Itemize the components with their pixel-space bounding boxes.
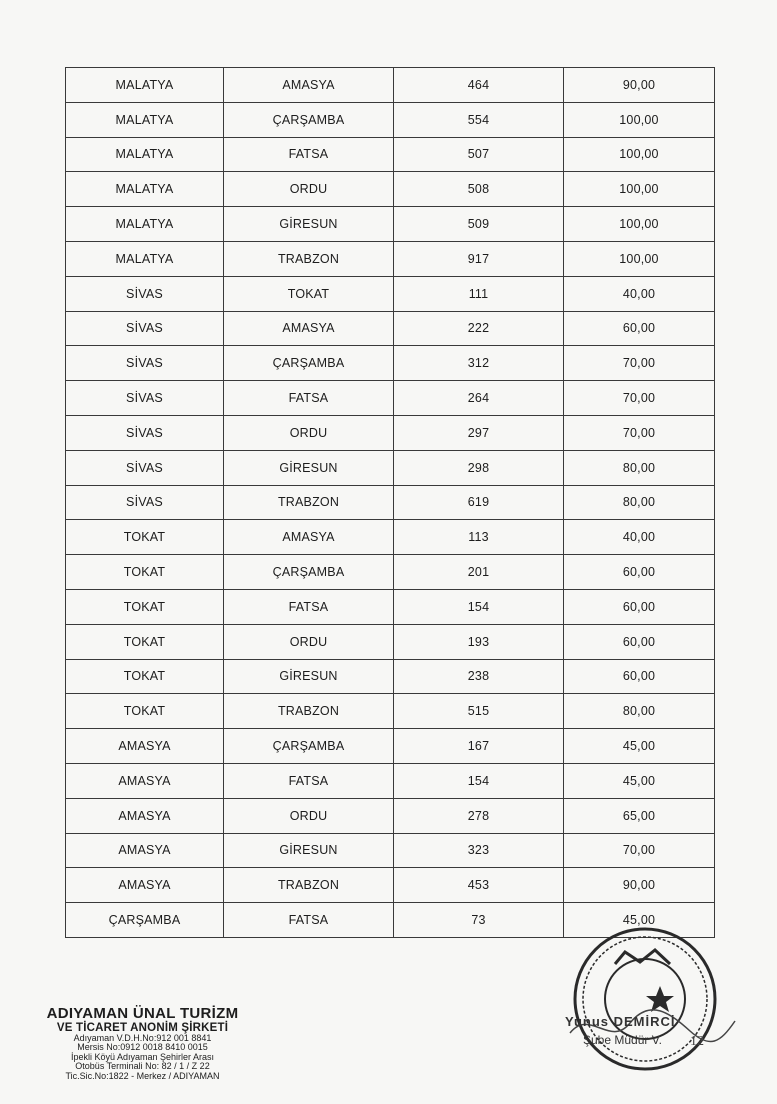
table-row (66, 729, 715, 764)
table-row (66, 276, 715, 311)
table-row (66, 207, 715, 242)
destination-cell: FATSA (224, 137, 394, 172)
table-row (66, 311, 715, 346)
distance-cell: 278 (394, 798, 564, 833)
origin-cell: SİVAS (66, 276, 224, 311)
destination-cell: TRABZON (224, 485, 394, 520)
distance-cell: 222 (394, 311, 564, 346)
price-cell: 60,00 (564, 624, 715, 659)
origin-cell: MALATYA (66, 68, 224, 103)
price-cell: 100,00 (564, 137, 715, 172)
table-row (66, 833, 715, 868)
table-row (66, 415, 715, 450)
company-tax-line: Adıyaman V.D.H.No:912 001 8841 (73, 1032, 212, 1043)
origin-cell: SİVAS (66, 485, 224, 520)
origin-cell: TOKAT (66, 659, 224, 694)
distance-cell: 297 (394, 415, 564, 450)
distance-cell: 507 (394, 137, 564, 172)
distance-cell: 264 (394, 381, 564, 416)
company-address-line: İpekli Köyü Adıyaman Şehirler Arası (70, 1051, 215, 1062)
origin-cell: TOKAT (66, 520, 224, 555)
destination-cell: ÇARŞAMBA (224, 729, 394, 764)
distance-cell: 111 (394, 276, 564, 311)
destination-cell: ÇARŞAMBA (224, 346, 394, 381)
table-row (66, 694, 715, 729)
company-terminal-line: Otobüs Terminali No: 82 / 1 / Z 22 (75, 1061, 210, 1072)
table-row (66, 520, 715, 555)
table-row (66, 555, 715, 590)
destination-cell: GİRESUN (224, 659, 394, 694)
price-cell: 70,00 (564, 381, 715, 416)
destination-cell: FATSA (224, 589, 394, 624)
destination-cell: ORDU (224, 624, 394, 659)
price-cell: 60,00 (564, 589, 715, 624)
destination-cell: ORDU (224, 415, 394, 450)
price-cell: 100,00 (564, 207, 715, 242)
destination-cell: GİRESUN (224, 833, 394, 868)
price-cell: 80,00 (564, 450, 715, 485)
table-row (66, 346, 715, 381)
origin-cell: AMASYA (66, 763, 224, 798)
origin-cell: TOKAT (66, 624, 224, 659)
destination-cell: AMASYA (224, 520, 394, 555)
origin-cell: MALATYA (66, 241, 224, 276)
price-cell: 100,00 (564, 102, 715, 137)
origin-cell: SİVAS (66, 346, 224, 381)
table-row (66, 172, 715, 207)
distance-cell: 509 (394, 207, 564, 242)
price-cell: 90,00 (564, 68, 715, 103)
distance-cell: 113 (394, 520, 564, 555)
table-row (66, 763, 715, 798)
origin-cell: AMASYA (66, 729, 224, 764)
destination-cell: TRABZON (224, 241, 394, 276)
table-row (66, 659, 715, 694)
company-name-line2: VE TİCARET ANONİM ŞİRKETİ (56, 1021, 229, 1034)
destination-cell: FATSA (224, 381, 394, 416)
distance-cell: 464 (394, 68, 564, 103)
distance-cell: 515 (394, 694, 564, 729)
distance-cell: 167 (394, 729, 564, 764)
price-cell: 80,00 (564, 694, 715, 729)
signatory-title: Şube Müdür V. (583, 1033, 662, 1047)
destination-cell: GİRESUN (224, 207, 394, 242)
price-cell: 45,00 (564, 903, 715, 938)
origin-cell: MALATYA (66, 137, 224, 172)
destination-cell: TRABZON (224, 694, 394, 729)
table-row (66, 450, 715, 485)
table-row (66, 102, 715, 137)
price-cell: 60,00 (564, 659, 715, 694)
origin-cell: MALATYA (66, 207, 224, 242)
origin-cell: TOKAT (66, 555, 224, 590)
origin-cell: AMASYA (66, 833, 224, 868)
origin-cell: AMASYA (66, 868, 224, 903)
destination-cell: GİRESUN (224, 450, 394, 485)
destination-cell: AMASYA (224, 68, 394, 103)
destination-cell: FATSA (224, 903, 394, 938)
destination-cell: ORDU (224, 172, 394, 207)
distance-cell: 73 (394, 903, 564, 938)
distance-cell: 323 (394, 833, 564, 868)
destination-cell: ÇARŞAMBA (224, 102, 394, 137)
signatory-name: Yunus DEMİRCİ (565, 1014, 676, 1029)
table-row (66, 241, 715, 276)
price-cell: 40,00 (564, 276, 715, 311)
distance-cell: 298 (394, 450, 564, 485)
table-row (66, 137, 715, 172)
origin-cell: SİVAS (66, 311, 224, 346)
table-row (66, 868, 715, 903)
price-cell: 60,00 (564, 311, 715, 346)
destination-cell: TRABZON (224, 868, 394, 903)
table-body (66, 68, 715, 938)
distance-cell: 508 (394, 172, 564, 207)
table-row (66, 68, 715, 103)
distance-cell: 193 (394, 624, 564, 659)
price-cell: 45,00 (564, 729, 715, 764)
distance-cell: 154 (394, 763, 564, 798)
price-cell: 45,00 (564, 763, 715, 798)
distance-cell: 238 (394, 659, 564, 694)
destination-cell: AMASYA (224, 311, 394, 346)
price-cell: 80,00 (564, 485, 715, 520)
table-row (66, 485, 715, 520)
distance-cell: 554 (394, 102, 564, 137)
price-cell: 65,00 (564, 798, 715, 833)
origin-cell: TOKAT (66, 589, 224, 624)
price-cell: 60,00 (564, 555, 715, 590)
price-cell: 40,00 (564, 520, 715, 555)
destination-cell: FATSA (224, 763, 394, 798)
distance-cell: 917 (394, 241, 564, 276)
origin-cell: TOKAT (66, 694, 224, 729)
table-row (66, 589, 715, 624)
destination-cell: ORDU (224, 798, 394, 833)
origin-cell: MALATYA (66, 172, 224, 207)
table-row (66, 798, 715, 833)
origin-cell: SİVAS (66, 450, 224, 485)
company-name: ADIYAMAN ÜNAL TURİZM (46, 1005, 239, 1022)
price-cell: 100,00 (564, 172, 715, 207)
company-mersis-line: Mersis No:0912 0018 8410 0015 (77, 1042, 208, 1053)
distance-cell: 154 (394, 589, 564, 624)
price-cell: 70,00 (564, 415, 715, 450)
route-price-table (65, 67, 715, 938)
origin-cell: AMASYA (66, 798, 224, 833)
distance-cell: 312 (394, 346, 564, 381)
distance-cell: 453 (394, 868, 564, 903)
destination-cell: ÇARŞAMBA (224, 555, 394, 590)
price-cell: 90,00 (564, 868, 715, 903)
page-number: 12 (690, 1034, 704, 1049)
price-cell: 70,00 (564, 346, 715, 381)
table-row (66, 624, 715, 659)
origin-cell: SİVAS (66, 381, 224, 416)
price-cell: 70,00 (564, 833, 715, 868)
origin-cell: ÇARŞAMBA (66, 903, 224, 938)
price-cell: 100,00 (564, 241, 715, 276)
destination-cell: TOKAT (224, 276, 394, 311)
company-registry-line: Tic.Sic.No:1822 - Merkez / ADIYAMAN (65, 1070, 220, 1081)
distance-cell: 619 (394, 485, 564, 520)
distance-cell: 201 (394, 555, 564, 590)
origin-cell: MALATYA (66, 102, 224, 137)
company-stamp (20, 1006, 265, 1081)
origin-cell: SİVAS (66, 415, 224, 450)
table-row (66, 381, 715, 416)
